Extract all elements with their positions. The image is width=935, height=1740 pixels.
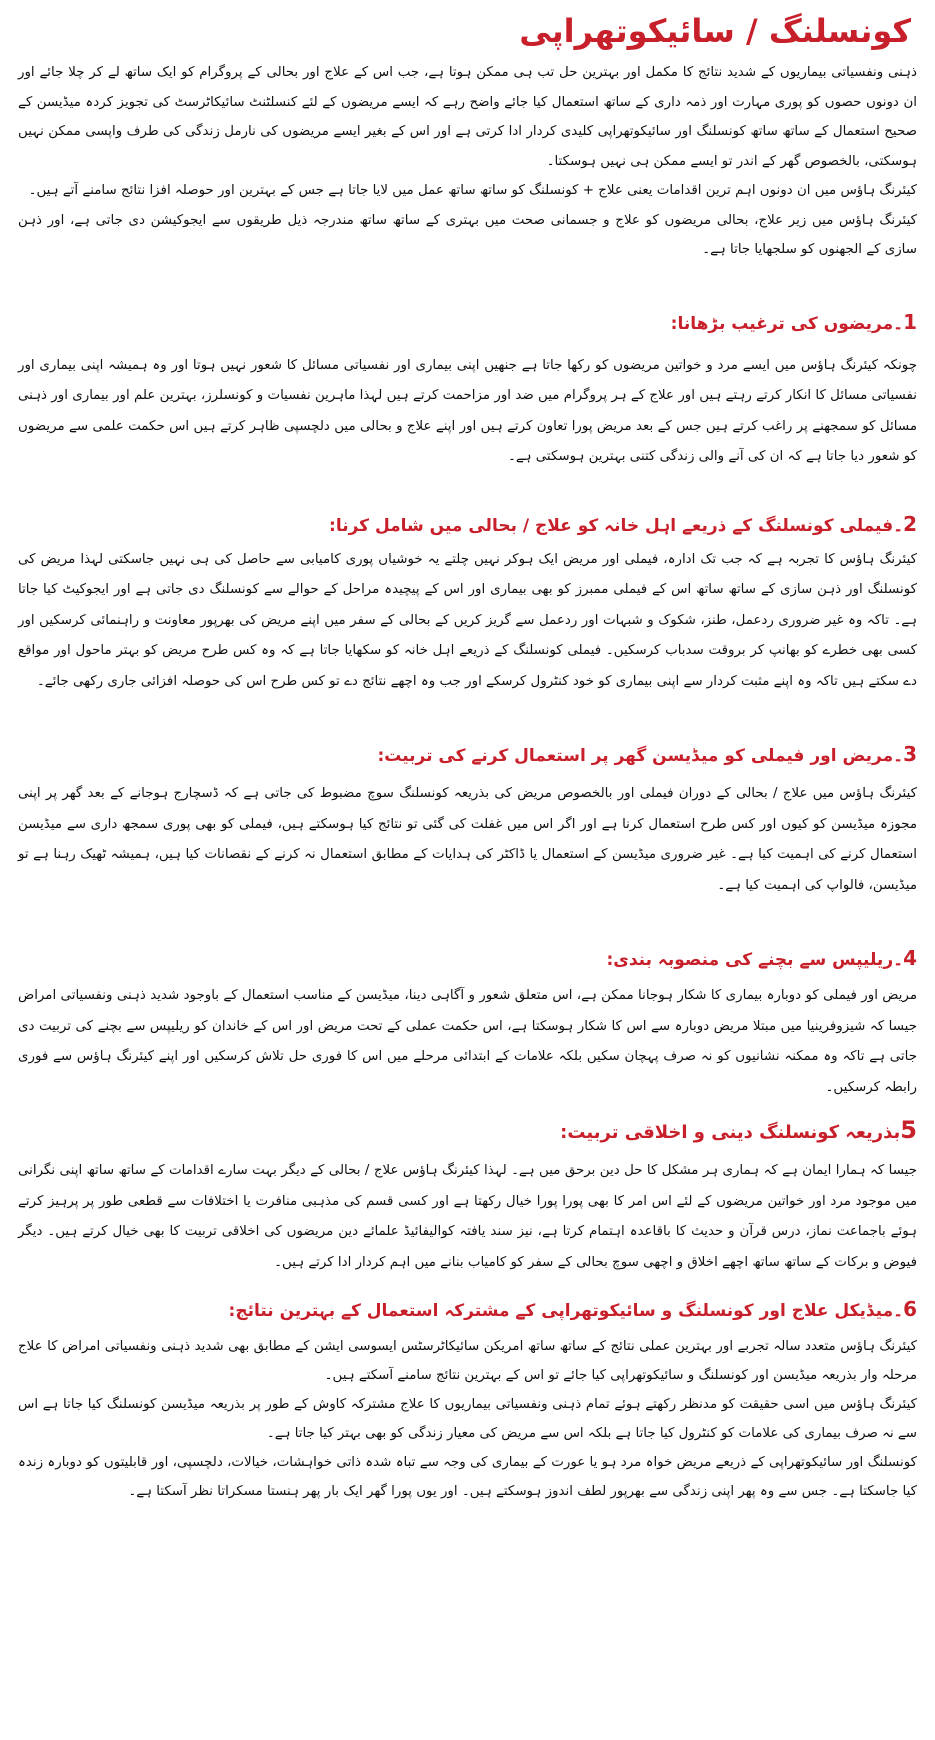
- section-heading: [18, 943, 917, 975]
- section-body: چونکہ کیئرنگ ہاؤس میں ایسے مرد و خواتین مریضوں کو رکھا جاتا ہے جنھیں اپنی بیماری اور نفسیاتی مسائل کا شعور نہیں ہوتا اور وہ ہمیشہ اپنی بیماری اور نفسیاتی مسائل کا انکار کرتے رہتے ہیں اور علاج کے ہر پروگرام میں ضد اور مزاحمت کرتے ہیں لہذا ماہرین نفسیات و کونسلرز، بہترین علم اور بیماری اور ذہنی مسائل کو سمجھنے پر راغب کرتے ہیں جس کے بعد مریض پورا تعاون کرتے ہیں اور اپنے علاج و بحالی میں دلچسپی ظاہر کرتے ہیں اس حکمت علمی سے مریضوں کو شعور دیا جاتا ہے کہ ان کی آنے والی زندگی کتنی بہترین ہوسکتی ہے۔: [18, 357, 917, 464]
- section-body: جیسا کہ ہمارا ایمان ہے کہ ہماری ہر مشکل کا حل دین برحق میں ہے۔ لہذا کیئرنگ ہاؤس علاج / بحالی کے دیگر بہت سارے اقدامات کے ساتھ ساتھ اپنی نگرانی میں موجود مرد اور خواتین مریضوں کے لئے اس امر کا بھی پورا پورا خیال رکھتا ہے اور کسی قسم کی مذہبی منافرت یا اختلافات سے قطعی طور پر پرہیز کرتے ہوئے باجماعت نماز، درس قرآن و حدیث کا باقاعدہ اہتمام کرتا ہے، نیز سند یافتہ کوالیفائیڈ علمائے دین مریضوں کی اخلاقی تربیت کا بھی خیال کرتے ہیں۔ دیگر فیوض و برکات کے ساتھ ساتھ اچھے اخلاق و اچھی سوچ بحالی کے سفر کو کامیاب بنانے میں اہم کردار ادا کرتے ہیں۔: [18, 1163, 917, 1270]
- section-1: [18, 307, 917, 473]
- section-body: مریض اور فیملی کو دوبارہ بیماری کا شکار ہوجانا ممکن ہے، اس متعلق شعور و آگاہی دینا، میڈیسن کے مناسب استعمال کے باوجود شدید ذہنی ونفسیاتی امراض جیسا کہ شیزوفرینیا میں مبتلا مریض دوبارہ سے اس کا شکار ہوسکتا ہے، اس حکمت عملی کے تحت مریض اور اس کے خاندان کو ریلیپس سے بچنے کی تربیت دی جاتی ہے تاکہ وہ ممکنہ نشانیوں کو نہ صرف پہچان سکیں بلکہ علامات کے ابتدائی مرحلے میں اس کا فوری حل تلاش کرسکیں اور اپنے کیئرنگ ہاؤس سے فوری رابطہ کرسکیں۔: [18, 988, 917, 1095]
- section-heading-text: ۔ریلیپس سے بچنے کی منصوبہ بندی:: [606, 950, 904, 970]
- section-heading-text: ۔مریض اور فیملی کو میڈیسن گھر پر استعمال کرنے کی تربیت:: [377, 746, 904, 766]
- section-body: کیئرنگ ہاؤس متعدد سالہ تجربے اور بہترین عملی نتائج کے ساتھ ساتھ امریکن سائیکاٹرسٹس ایسوسی ایشن کے مطابق بھی شدید ذہنی ونفسیاتی امراض کا علاج مرحلہ وار بذریعہ میڈیسن اور کونسلنگ و سائیکوتھراپی کیا جائے تو اس کے بہترین نتائج سامنے آسکتے ہیں۔ کیئرنگ ہاؤس میں اسی حقیقت کو مدنظر رکھتے ہوئے تمام ذہنی ونفسیاتی بیماریوں کا علاج مشترکہ کاوش کے طور پر بذریعہ میڈیسن کونسلنگ کیا جاتا ہے اس سے نہ صرف بیماری کی علامات کو کنٹرول کیا جاتا ہے بلکہ اس سے مریض کی معیار زندگی کو بھی بہتر کیا جاتا ہے۔ کونسلنگ اور سائیکوتھراپی کے ذریعے مریض خواہ مرد ہو یا عورت کے بیماری کی وجہ سے تباہ شدہ ذاتی خواہشات، خیالات، دلچسپی، اور قابلیتوں کو دوبارہ زندہ کیا جاسکتا ہے۔ جس سے وہ پھر اپنی زندگی سے بھرپور لطف اندوز ہوسکتے ہیں۔ اور یوں پورا گھر ایک بار پھر ہنستا مسکراتا نظر آسکتا ہے۔: [18, 1339, 917, 1499]
- section-number: 2: [903, 511, 917, 536]
- section-heading: [18, 307, 917, 339]
- section-number: 4: [903, 946, 917, 970]
- section-3: [18, 739, 917, 901]
- section-heading: [18, 509, 917, 541]
- section-number: 5: [900, 1116, 917, 1144]
- intro-paragraph: ذہنی ونفسیاتی بیماریوں کے شدید نتائج کا مکمل اور بہترین حل تب ہی ممکن ہوتا ہے، جب اس کے علاج اور بحالی کے پروگرام کو ایک ساتھ لے کر چلا جائے اور ان دونوں حصوں کو پوری مہارت اور ذمہ داری کے ساتھ استعمال کیا جائے واضح رہے کہ ایسے مریضوں کے لئے کنسلٹنٹ سائیکاٹرسٹ کی تجویز کردہ میڈیسن کے صحیح استعمال کے ساتھ ساتھ کونسلنگ اور سائیکوتھراپی کلیدی کردار ادا کرتی ہے اور اس کے بغیر ایسے مریضوں کی نارمل زندگی کی طرف واپسی ممکن نہیں ہوسکتی، بالخصوص گھر کے اندر تو ایسے ممکن ہی نہیں ہوسکتا۔: [18, 65, 917, 169]
- section-4: [18, 943, 917, 1103]
- article-page: [0, 8, 935, 1740]
- section-5: [18, 1115, 917, 1278]
- intro-paragraph: کیئرنگ ہاؤس میں زیر علاج، بحالی مریضوں کو علاج و جسمانی صحت میں بہتری کے ساتھ ساتھ مندرجہ ذیل طریقوں سے ایجوکیشن دی جاتی ہے، اور ذہن سازی کے الجھنوں کو سلجھایا جاتا ہے۔: [18, 212, 917, 257]
- section-number: 3: [903, 742, 917, 766]
- section-heading-text: ۔فیملی کونسلنگ کے ذریعے اہل خانہ کو علاج / بحالی میں شامل کرنا:: [329, 515, 904, 536]
- section-heading-text: ۔میڈیکل علاج اور کونسلنگ و سائیکوتھراپی کے مشترکہ استعمال کے بہترین نتائج:: [228, 1301, 904, 1321]
- section-body: کیئرنگ ہاؤس کا تجربہ ہے کہ جب تک ادارہ، فیملی اور مریض ایک ہوکر نہیں چلتے یہ خوشیاں پوری کامیابی سے حاصل کی ہی نہیں جاسکتی لہذا مریض کی کونسلنگ اور ذہن سازی کے ساتھ ساتھ اس کے فیملی ممبرز کو بھی بیماری اور اس کے پیچیدہ مراحل کے حوالے سے کونسلنگ دی جاتی ہے اور ایجوکیٹ کیا جاتا ہے۔ تاکہ وہ غیر ضروری ردعمل، طنز، شکوک و شبہات اور ردعمل سے گریز کریں کے بحالی کے سفر میں اپنے مریض کی بھرپور معاونت و راہنمائی کرسکیں اور کسی بھی خطرے کو بھانپ کر بروقت سدباب کرسکیں۔ فیملی کونسلنگ کے ذریعے اہل خانہ کو سکھایا جاتا ہے کہ وہ کس طرح مریض کو بہتر ماحول اور مواقع دے سکتے ہیں تاکہ وہ اپنے مثبت کردار سے اپنی بیماری کو خود کنٹرول کرسکے اور جب وہ اچھے نتائج دے تو کس طرح اس کی حوصلہ افزائی جاری رکھی جائے۔: [18, 551, 917, 689]
- section-2: [18, 509, 917, 698]
- section-number: 6: [903, 1297, 917, 1321]
- section-heading: [18, 1115, 917, 1148]
- section-heading-text: بذریعہ کونسلنگ دینی و اخلاقی تربیت:: [560, 1122, 901, 1143]
- section-heading-text: ۔مریضوں کی ترغیب بڑھانا:: [670, 313, 904, 334]
- section-heading: [18, 739, 917, 771]
- section-6: [18, 1294, 917, 1506]
- page-title: کونسلنگ / سائیکوتھراپی: [519, 12, 911, 50]
- intro-paragraph: کیئرنگ ہاؤس میں ان دونوں اہم ترین اقدامات یعنی علاج + کونسلنگ کو ساتھ ساتھ عمل میں لایا جاتا ہے جس کے بہترین اور حوصلہ افزا نتائج سامنے آتے ہیں۔: [28, 183, 917, 198]
- section-number: 1: [903, 309, 917, 334]
- section-heading: [18, 1294, 917, 1326]
- section-body: کیئرنگ ہاؤس میں علاج / بحالی کے دوران فیملی اور بالخصوص مریض کی بذریعہ کونسلنگ سوچ مضبوط کی جاتی ہے کہ ڈسچارج ہوجانے کے بعد گھر پر اپنی مجوزہ میڈیسن کو کیوں اور کس طرح استعمال کرنا ہے اور اگر اس میں غفلت کی گئی تو نتائج کیا ہوسکتے ہیں، فیملی کو بھی پوری سمجھ داری سے میڈیسن استعمال کرنے کی اہمیت کیا ہے۔ غیر ضروری میڈیسن کے استعمال یا ڈاکٹر کی ہدایات کے مطابق استعمال نہ کرنے کے نقصانات کیا ہیں، ہمیشہ ٹھیک رہنا ہے تو میڈیسن، فالواپ کی اہمیت کیا ہے۔: [18, 786, 917, 893]
- intro: [18, 58, 917, 265]
